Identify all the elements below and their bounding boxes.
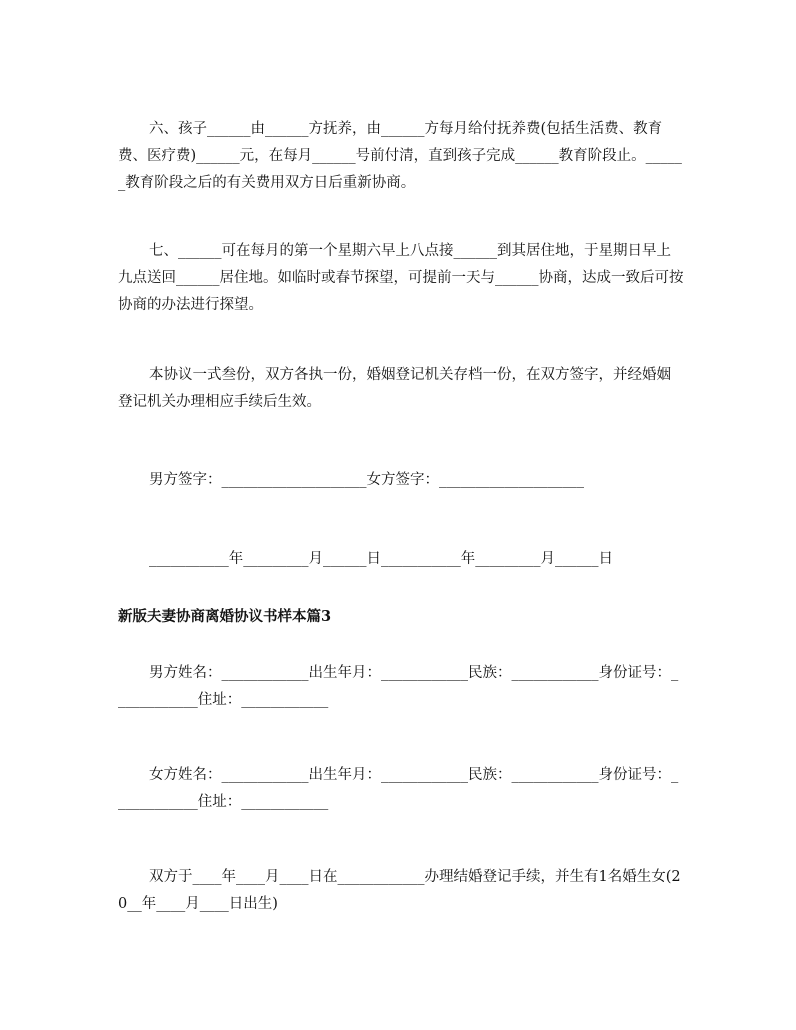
date-line: ___________年_________月______日___________年_________月______日 (149, 551, 613, 567)
clause-six-paragraph: 六、孩子______由______方抚养，由______方每月给付抚养费(包括生活费、教育费、医疗费)______元，在每月______号前付清，直到孩子完成______教育阶段止。______教育阶段之后的有关费用双方日后重新协商。 (118, 121, 682, 191)
woman-info-paragraph: 女方姓名：____________出生年月：____________民族：____________身份证号：____________住址：____________ (118, 767, 679, 810)
signature-line: 男方签字：____________________女方签字：____________________ (149, 472, 584, 488)
section-heading: 新版夫妻协商离婚协议书样本篇3 (118, 608, 332, 625)
man-info-paragraph: 男方姓名：____________出生年月：____________民族：____________身份证号：____________住址：____________ (118, 665, 679, 708)
marriage-registration-paragraph: 双方于____年____月____日在____________办理结婚登记手续，并生有1名婚生女(20__年____月____日出生) (118, 869, 681, 912)
agreement-effect-paragraph: 本协议一式叁份，双方各执一份，婚姻登记机关存档一份，在双方签字，并经婚姻登记机关办理相应手续后生效。 (118, 367, 671, 410)
clause-seven-paragraph: 七、______可在每月的第一个星期六早上八点接______到其居住地，于星期日早上九点送回______居住地。如临时或春节探望，可提前一天与______协商，达成一致后可按协商的办法进行探望。 (118, 243, 684, 313)
